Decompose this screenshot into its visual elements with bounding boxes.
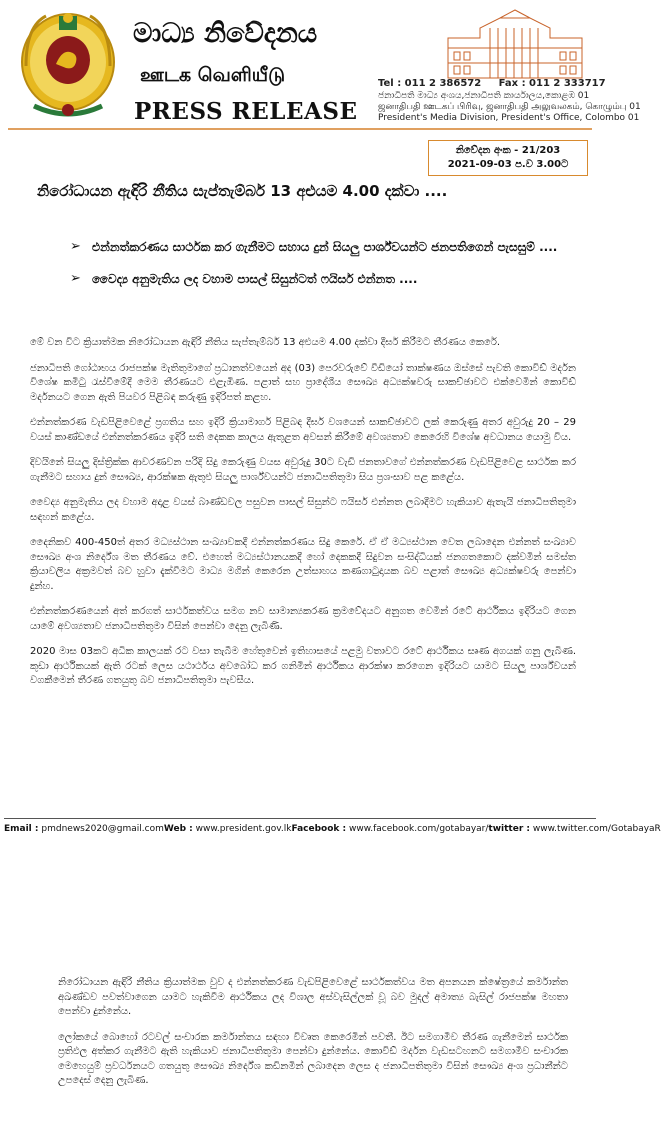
footer-email [4, 824, 164, 834]
title-english: PRESS RELEASE [134, 98, 358, 125]
reference-box [428, 140, 588, 176]
press-release-page-2 [0, 878, 600, 1136]
bullet-item [70, 268, 570, 290]
arrow-bullet-icon: ➢ [70, 271, 81, 286]
paragraph: එන්නත්කරණයෙන් අත් කරගත් සාර්ථකත්වය සමග නව සාමාන්‍යකරණ ක්‍රමවේදයට අනුගත වෙමින් රටේ ආර්ථිකය ඉදිරියට ගෙන යාමේ අවශ්‍යතාව ජනාධිපතිතුමා විසින් පෙන්වා දෙනු ලැබිණි. [30, 606, 576, 632]
tel-label: Tel [378, 78, 394, 89]
footer [4, 824, 661, 834]
contact-block [378, 78, 641, 124]
phone-fax-line [378, 78, 606, 89]
paragraph: මේ වන විට ක්‍රියාත්මක නිරෝධායන ඇඳිරි නීතිය සැප්තැම්බර් 13 අළුයම 4.00 දක්වා දීර්ඝ කිරීමට තීරණය කෙරේ. [30, 337, 501, 348]
body-text [30, 336, 576, 700]
paragraph: වෛද්‍ය අනුමැතිය ලද වහාම අදාළ වයස් බාණ්ඩවල පසුවන පාසල් සිසුන්ට ෆයිසර් එන්නත ලබාදීමට හැකියාව ඇතැයි ජනාධිපතිතුමා සඳහන් කළේය. [30, 497, 576, 523]
footer-web [164, 824, 292, 834]
reference-datetime: 2021-09-03 ප.ව 3.00ට [447, 159, 569, 170]
bullet-text: එන්නත්කරණය සාර්ථක කර ගැනීමට සහාය දුන් සියලු පාර්ශ්වයන්ට ජනපතිගෙන් පැසසුම් .... [92, 240, 558, 254]
bullet-text: වෛද්‍ය අනුමැතිය ලද වහාම පාසල් සිසුන්ටත් ෆයිසර් එන්නත .... [92, 272, 418, 286]
footer-twitter [488, 824, 660, 834]
title-tamil: ஊடக வெளியீடு [140, 64, 286, 86]
headline: නිරෝධායන ඇඳිරි නීතිය සැප්තැම්බර් 13 අළුයම 4.00 දක්වා .... [37, 182, 448, 200]
title-sinhala: මාධ්‍ය නිවේදනය [133, 18, 318, 49]
footer-divider [4, 818, 596, 819]
footer-facebook [291, 824, 488, 834]
reference-number: නිවේදන අංක - 21/203 [455, 145, 561, 156]
twitter-link[interactable]: www.twitter.com/GotabayaR [532, 824, 661, 834]
arrow-bullet-icon: ➢ [70, 239, 81, 254]
twitter-label: twitter : [488, 824, 530, 834]
facebook-link[interactable]: www.facebook.com/gotabayar/ [349, 824, 489, 834]
paragraph: 2020 මාස 03කට අධික කාලයක් රට වසා තැබීම හේතුවෙන් ඉතිහාසයේ පළමු වතාවට රටේ ආර්ථිකය සෘණ අගයක් ගනු ලැබිණ. කුඩා ආර්ථිකයක් ඇති රටක් ලෙස යථාර්ථය අවබෝධ කර ගනිමින් ආර්ථිකය ආරක්ෂා කරගෙන ඉදිරියට යාමට සියලු පාර්ශ්වයන් වගකීමෙන් තීරණ ගතයුතු බව ජනාධිපතිතුමා පැවසීය. [30, 646, 576, 686]
bullet-item [70, 236, 570, 258]
facebook-label: Facebook : [291, 824, 347, 834]
paragraph: ජනාධිපති ගෝඨාභය රාජපක්ෂ මැතිතුමාගේ ප්‍රධානත්වයෙන් අද (03) පෙරවරුවේ වීඩියෝ තාක්ෂණය ඔස්සේ පැවති කොවිඩ් මර්දන විශේෂ කමිටු රැස්වීමේදී මෙම තීරණයට එළැඹිණ. පළාත් සහ ප්‍රාදේශීය සෞඛ්‍ය අධ්‍යක්ෂවරු සාකච්ඡාවට එක්වෙමින් කොවිඩ් මර්දනයට ගෙන ඇති පියවර පිළිබඳ කරුණු ඉදිරිපත් කළහ. [30, 362, 576, 403]
paragraph: නිරෝධායන ඇඳිරි නීතිය ක්‍රියාත්මක වුව ද එන්නත්කරණ වැඩපිළිවෙළේ සාර්ථකත්වය මත අපනයන ක්ෂේත්‍රයේ කර්මාන්ත අඛණ්ඩව පවත්වාගෙන යාමට හැකිවීම ආර්ථිකය ලද විශාල අස්වැසිල්ලක් වූ බව මුදල් අමාත්‍ය බැසිල් රාජපක්ෂ මහතා පෙන්වා දුන්නේය. [58, 977, 568, 1017]
fax-label: Fax [498, 78, 519, 89]
email-label: Email : [4, 824, 39, 834]
address-sinhala: ජනාධිපති මාධ්‍ය අංශය,ජනාධිපති කාර්යාලය,කොළඹ 01 [378, 91, 590, 101]
web-label: Web : [163, 824, 193, 834]
address-tamil: ஜனாதிபதி ஊடகப் பிரிவு, ஜனாதிபதி அலுவலகம், கொழும்பு 01 [378, 102, 641, 112]
paragraph: එන්නත්කරණ වැඩපිළිවෙළේ ප්‍රගතිය සහ ඉදිරි ක්‍රියාමාර්ග පිළිබඳ දීර්ඝ වශයෙන් සාකච්ඡාවට ලක් කෙරුණු අතර අවුරුදු 20 – 29 වයස් කාණ්ඩයේ එන්නත්කරණය ඉදිරි සති දෙකක කාලය ඇතුළත අවසන් කිරීමේ අවශ්‍යතාව කෙරෙහි විශේෂ අවධානය යොමු විය. [30, 417, 576, 443]
sri-lanka-emblem-icon [16, 6, 120, 124]
paragraph: ලෝකයේ බොහෝ රටවල් සංචාරක කර්මාන්තය සඳහා විවෘත කෙරෙමින් පවතී. ඊට සමගාමීව තීරණ ගැනීමෙන් සාර්ථක ප්‍රතිඵල අත්කර ගැනීමට ඇති හැකියාව ජනාධිපතිතුමා පෙන්වා දුන්නේය. කොවිඩ් මර්දන වැඩසටහනට සමගාමීව සංචාරක මෙහෙයුම් ප්‍රවර්ධනයට ගතයුතු සෞඛ්‍ය නිර්දේශ කඩිනමින් ලබාදෙන ලෙස ද ජනාධිපතිතුමා විසින් සෞඛ්‍ය අංශ ප්‍රධානීන්ට උපදෙස් දෙනු ලැබිණ. [58, 1031, 568, 1086]
email-link[interactable]: pmdnews2020@gmail.com [41, 824, 164, 834]
presidential-secretariat-building-icon [440, 8, 590, 80]
paragraph: දෛනිකව 400-450ත් අතර මධ්‍යස්ථාන සංඛ්‍යාවකදී එන්නත්කරණය සිදු කෙරේ. ඒ ඒ මධ්‍යස්ථාන වෙත ලබාදෙන එන්නත් සංඛ්‍යාව සෞඛ්‍ය අංශ නිර්දේශ මත තීරණය වේ. එහෙත් මධ්‍යස්ථානයකදී හෝ දෙකකදී සිදුවන සංසිද්ධියක් ජනගතකොට දක්වමින් සමස්ත ක්‍රියාවලිය අක්‍රමවත් බව හුවා දැක්වීමට මාධ්‍ය මගින් කෙරෙන උත්සාහය කණගාටුදායක බව පළාත් සෞඛ්‍ය අධ්‍යක්ෂවරු පෙන්වා දුන්හ. [30, 537, 576, 592]
header-divider [8, 128, 592, 130]
tel-value: : 011 2 386572 [397, 78, 482, 89]
paragraph: දිවයිනේ සියලු දිස්ත්‍රික්ක ආවරණවන පරිදි සිදු කෙරුණු වයස අවුරුදු 30ට වැඩි ජනතාවගේ එන්නත්කරණ වැඩපිළිවෙළ සාර්ථක කර ගැනීමට සහාය දුන් සෞඛ්‍ය, ආරක්ෂක ඇතුළු සියලු පාර්ශ්වයන්ට ජනාධිපතිතුමා සිය ප්‍රශංසාව පළ කළේය. [30, 457, 576, 483]
address-english: President's Media Division, President's Office, Colombo 01 [378, 113, 640, 123]
page2-body-text [58, 976, 568, 1100]
web-link[interactable]: www.president.gov.lk [195, 824, 292, 834]
fax-value: : 011 2 333717 [521, 78, 606, 89]
bullet-list [70, 236, 570, 300]
